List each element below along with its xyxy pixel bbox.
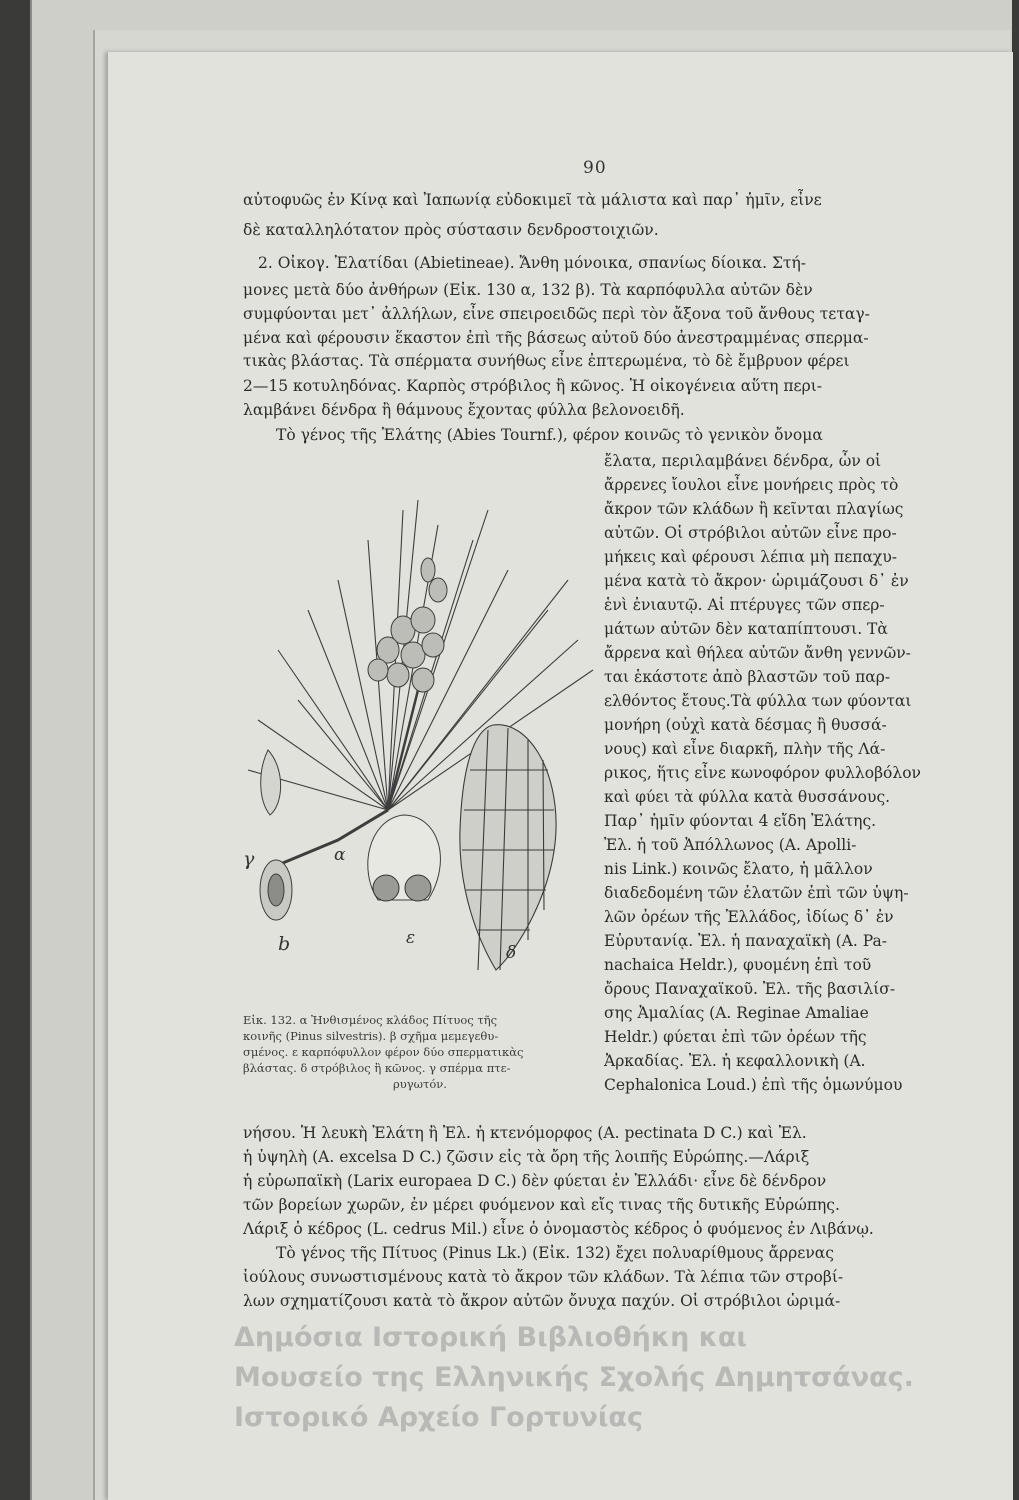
figure-label-delta: δ [506, 943, 517, 963]
text-line: αὐτῶν. Οἱ στρόβιλοι αὐτῶν εἶνε προ- [604, 524, 897, 542]
text-line: μένα κατὰ τὸ ἄκρον· ὡριμάζουσι δ᾽ ἐν [604, 572, 909, 590]
text-line: ὄρους Παναχαϊκοῦ. Ἐλ. τῆς βασιλίσ- [604, 980, 896, 998]
text-line: Τὸ γένος τῆς Πίτυος (Pinus Lk.) (Εἰκ. 132) ἔχει πολυαρίθμους ἄρρενας [276, 1244, 834, 1262]
text-line: λων σχηματίζουσι κατὰ τὸ ἄκρον αὐτῶν ὄνυχα παχύν. Οἱ στρόβιλοι ὡριμά- [243, 1292, 841, 1310]
caption-line: ρυγωτόν. [393, 1077, 447, 1091]
caption-line: σμένος. ε καρπόφυλλον φέρον δύο σπερματικὰς [243, 1045, 524, 1059]
text-line: ἄρρενα καὶ θήλεα αὐτῶν ἄνθη γεννῶν- [604, 644, 911, 662]
text-line: 2. Οἰκογ. Ἐλατίδαι (Abietineae). Ἄνθη μόνοικα, σπανίως δίοικα. Στή- [258, 254, 807, 272]
text-line: ἑνὶ ἐνιαυτῷ. Αἱ πτέρυγες τῶν σπερ- [604, 596, 885, 614]
figure-label-alpha: α [334, 845, 346, 865]
text-line: 2—15 κοτυληδόνας. Καρπὸς στρόβιλος ἢ κῶνος. Ἡ οἰκογένεια αὕτη περι- [243, 377, 823, 395]
text-line: διαδεδομένη τῶν ἐλατῶν ἐπὶ τῶν ὑψη- [604, 884, 909, 902]
figure-label-beta: b [278, 933, 291, 955]
text-line: αὐτοφυῶς ἐν Κίνᾳ καὶ Ἰαπωνίᾳ εὐδοκιμεῖ τὰ μάλιστα καὶ παρ᾽ ἡμῖν, εἶνε [243, 191, 822, 209]
watermark-line: Ιστορικό Αρχείο Γορτυνίας [234, 1402, 643, 1433]
text-line: Παρ᾽ ἡμῖν φύονται 4 εἴδη Ἐλάτης. [604, 812, 877, 830]
text-line: nis Link.) κοινῶς ἔλατο, ἡ μᾶλλον [604, 860, 873, 878]
text-line: μήκεις καὶ φέρουσι λέπια μὴ πεπαχυ- [604, 548, 897, 566]
text-line: Ἀρκαδίας. Ἐλ. ἡ κεφαλλονικὴ (A. [604, 1052, 866, 1070]
text-line: Heldr.) φύεται ἐπὶ τῶν ὀρέων τῆς [604, 1028, 867, 1046]
text-line: ἡ εὐρωπαϊκὴ (Larix europaea D C.) δὲν φύεται ἐν Ἑλλάδι· εἶνε δὲ δένδρον [243, 1172, 827, 1190]
text-line: Τὸ γένος τῆς Ἐλάτης (Abies Tournf.), φέρον κοινῶς τὸ γενικὸν ὄνομα [276, 426, 823, 444]
pine-branch-illustration [238, 470, 608, 1000]
text-line: μονες μετὰ δύο ἀνθήρων (Εἰκ. 130 α, 132 β). Τὰ καρπόφυλλα αὐτῶν δὲν [243, 281, 813, 299]
text-line: δὲ καταλληλότατον πρὸς σύστασιν δενδροστοιχιῶν. [243, 221, 659, 239]
text-line: μάτων αὐτῶν δὲν καταπίπτουσι. Τὰ [604, 620, 888, 638]
text-line: ρικος, ἥτις εἶνε κωνοφόρον φυλλοβόλον [604, 764, 921, 782]
watermark-line: Μουσείο της Ελληνικής Σχολής Δημητσάνας. [234, 1362, 914, 1393]
text-line: Λάριξ ὁ κέδρος (L. cedrus Mil.) εἶνε ὁ ὀνομαστὸς κέδρος ὁ φυόμενος ἐν Λιβάνῳ. [243, 1220, 874, 1238]
caption-line: κοινῆς (Pinus silvestris). β σχῆμα μεμεγεθυ- [243, 1029, 499, 1043]
text-line: λαμβάνει δένδρα ἢ θάμνους ἔχοντας φύλλα βελονοειδῆ. [243, 401, 685, 419]
text-line: τῶν βορείων χωρῶν, ἐν μέρει φυόμενον καὶ εἴς τινας τῆς δυτικῆς Εὐρώπης. [243, 1196, 840, 1214]
figure-label-epsilon: ε [406, 928, 416, 948]
text-line: καὶ φύει τὰ φύλλα κατὰ θυσσάνους. [604, 788, 891, 806]
text-line: σης Ἀμαλίας (A. Reginae Amaliae [604, 1004, 869, 1022]
pine-illustration-svg [238, 470, 608, 1000]
text-line: μένα καὶ φέρουσιν ἕκαστον ἐπὶ τῆς βάσεως αὐτοῦ δύο ἀνεστραμμένας σπερμα- [243, 329, 869, 347]
figure-label-gamma: γ [243, 848, 255, 870]
watermark-line: Δημόσια Ιστορική Βιβλιοθήκη και [234, 1322, 747, 1353]
text-line: Εὐρυτανίᾳ. Ἐλ. ἡ παναχαϊκὴ (A. Pa- [604, 932, 887, 950]
text-line: ἄκρον τῶν κλάδων ἢ κεῖνται πλαγίως [604, 500, 904, 518]
caption-line: βλάστας. δ στρόβιλος ἢ κῶνος. γ σπέρμα πτε- [243, 1061, 511, 1075]
text-line: ἡ ὑψηλὴ (A. excelsa D C.) ζῶσιν εἰς τὰ ὄρη τῆς λοιπῆς Εὐρώπης.—Λάριξ [243, 1148, 810, 1166]
text-line: ται ἑκάστοτε ἀπὸ βλαστῶν τοῦ παρ- [604, 668, 891, 686]
page-number: 90 [583, 158, 607, 178]
text-line: nachaica Heldr.), φυομένη ἐπὶ τοῦ [604, 956, 872, 974]
figure-caption [243, 1012, 603, 1092]
text-line: νήσου. Ἡ λευκὴ Ἐλάτη ἢ Ἐλ. ἡ κτενόμορφος (A. pectinata D C.) καὶ Ἐλ. [243, 1124, 807, 1142]
text-line: ἰούλους συνωστισμένους κατὰ τὸ ἄκρον τῶν κλάδων. Τὰ λέπια τῶν στροβί- [243, 1268, 844, 1286]
text-line: Ἐλ. ἡ τοῦ Ἀπόλλωνος (A. Apolli- [604, 836, 857, 854]
text-line: τικὰς βλάστας. Τὰ σπέρματα συνήθως εἶνε ἐπτερωμένα, τὸ δὲ ἔμβρυον φέρει [243, 352, 850, 370]
text-line: λῶν ὀρέων τῆς Ἑλλάδος, ἰδίως δ᾽ ἐν [604, 908, 894, 926]
caption-line: Εἰκ. 132. α Ἠνθισμένος κλάδος Πίτυος τῆς [243, 1013, 498, 1027]
text-line: ελθόντος ἔτους.Τὰ φύλλα των φύονται [604, 692, 912, 710]
text-line: νους) καὶ εἶνε διαρκῆ, πλὴν τῆς Λά- [604, 740, 886, 758]
text-line: μονήρη (οὐχὶ κατὰ δέσμας ἢ θυσσά- [604, 716, 887, 734]
text-line: Cephalonica Loud.) ἐπὶ τῆς ὁμωνύμου [604, 1076, 903, 1094]
text-line: ἔλατα, περιλαμβάνει δένδρα, ὧν οἱ [604, 452, 882, 470]
text-line: συμφύονται μετ᾽ ἀλλήλων, εἶνε σπειροειδῶς περὶ τὸν ἄξονα τοῦ ἄνθους τεταγ- [243, 305, 870, 323]
text-line: ἄρρενες ἴουλοι εἶνε μονήρεις πρὸς τὸ [604, 476, 899, 494]
